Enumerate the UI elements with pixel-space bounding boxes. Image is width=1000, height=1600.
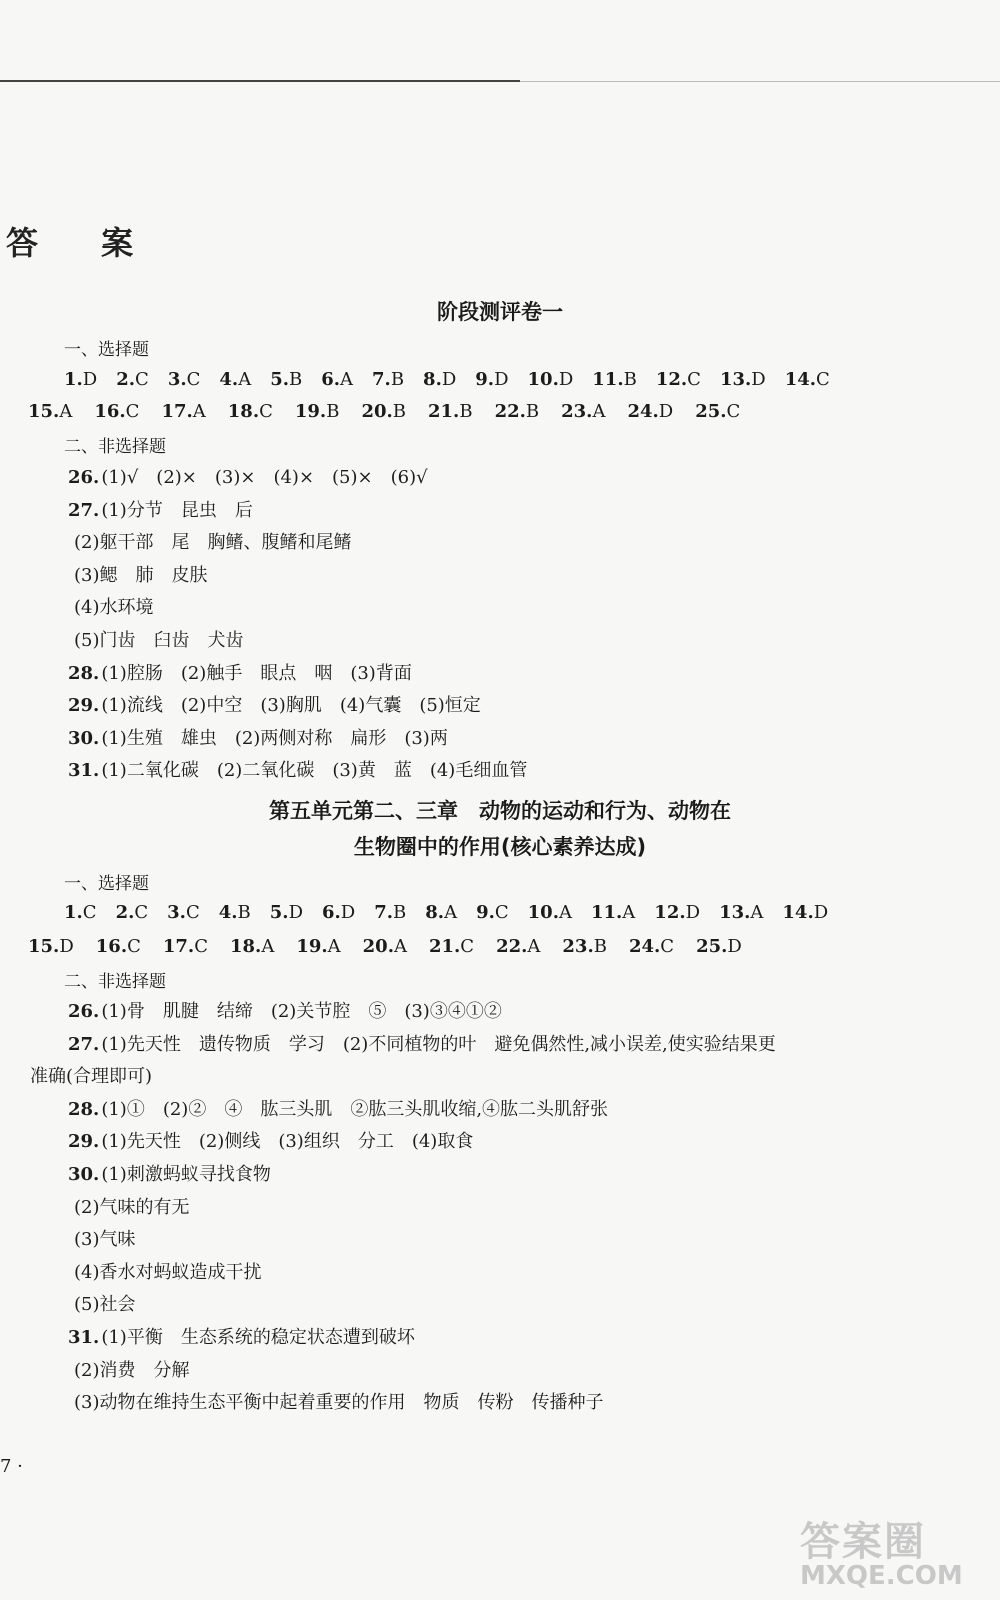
question-number: 29. <box>68 695 100 717</box>
answer-letter: C <box>494 902 509 923</box>
answer-text: (2)消费 分解 <box>74 1359 190 1381</box>
answer-letter: C <box>460 936 475 957</box>
page-number: 7 · <box>0 1456 23 1477</box>
section2-nonmc-header: 二、非选择题 <box>64 972 166 992</box>
answer-letter: C <box>185 902 200 923</box>
answer-line <box>68 1326 415 1350</box>
answer-line <box>68 1130 473 1154</box>
answer-letter: D <box>685 902 701 923</box>
question-number: 7. <box>374 902 394 923</box>
answer-letter: D <box>813 902 829 923</box>
answer-letter: A <box>59 401 73 422</box>
mc-answer <box>476 901 509 925</box>
answer-text: (1)① (2)② ④ 肱三头肌 ②肱三头肌收缩,④肱二头肌舒张 <box>101 1098 609 1120</box>
answer-letter: A <box>750 902 764 923</box>
mc-answer <box>168 368 201 392</box>
question-number: 5. <box>270 369 289 390</box>
page-title: 答 案 <box>6 224 160 262</box>
mc-answer <box>167 901 200 925</box>
section1-title: 阶段测评卷一 <box>437 300 563 324</box>
answer-letter: C <box>194 936 208 957</box>
answer-letter: A <box>192 401 206 422</box>
question-number: 23. <box>561 401 593 422</box>
mc-answer <box>163 935 208 959</box>
question-number: 10. <box>527 902 559 923</box>
mc-answer <box>696 935 742 959</box>
question-number: 26. <box>68 1001 100 1022</box>
watermark-url: MXQE.COM <box>800 1561 963 1591</box>
question-number: 14. <box>782 902 814 923</box>
answer-text: (3)动物在维持生态平衡中起着重要的作用 物质 传粉 传播种子 <box>74 1392 604 1414</box>
answer-text: (3)气味 <box>74 1229 136 1251</box>
answer-text: (5)门齿 臼齿 犬齿 <box>74 630 244 651</box>
answer-line <box>74 1359 190 1383</box>
mc-answer <box>28 400 72 424</box>
answer-letter: D <box>82 369 98 390</box>
answer-text: 准确(合理即可) <box>30 1066 153 1088</box>
answer-line <box>68 466 428 490</box>
question-number: 3. <box>167 902 186 923</box>
answer-line <box>74 629 244 653</box>
answer-letter: A <box>527 936 541 957</box>
question-number: 21. <box>428 936 461 957</box>
mc-answer <box>719 901 763 925</box>
question-number: 21. <box>428 401 460 422</box>
question-number: 26. <box>68 467 100 488</box>
mc-answer <box>228 400 273 424</box>
mc-answer <box>423 368 456 392</box>
question-number: 9. <box>476 902 495 923</box>
answer-text: (1)先天性 (2)侧线 (3)组织 分工 (4)取食 <box>101 1131 474 1153</box>
mc-answer <box>116 368 149 392</box>
question-number: 16. <box>95 936 128 957</box>
question-number: 12. <box>654 902 686 923</box>
question-number: 4. <box>218 902 238 923</box>
mc-answer <box>363 935 407 959</box>
answer-text: (4)香水对蚂蚁造成干扰 <box>74 1261 262 1283</box>
answer-text: (4)水环境 <box>74 597 154 619</box>
section2-mc-row2 <box>28 935 764 959</box>
mc-answer <box>96 935 141 959</box>
answer-letter: B <box>392 401 406 422</box>
answer-line <box>68 499 253 523</box>
answer-line <box>74 564 208 588</box>
question-number: 16. <box>94 401 126 422</box>
answer-letter: A <box>444 902 458 923</box>
watermark-text: 答案圈 <box>800 1519 926 1565</box>
question-number: 19. <box>294 401 327 422</box>
question-number: 3. <box>167 369 187 390</box>
question-number: 1. <box>64 902 83 923</box>
answer-letter: C <box>134 902 149 923</box>
answer-letter: D <box>494 369 509 390</box>
question-number: 15. <box>28 936 60 957</box>
mc-answer <box>656 368 701 392</box>
answer-line <box>68 1098 608 1122</box>
mc-answer <box>64 368 97 392</box>
mc-answer <box>322 901 355 925</box>
answer-letter: C <box>726 401 741 422</box>
answer-letter: C <box>82 902 97 923</box>
answer-letter: B <box>393 902 407 923</box>
question-number: 11. <box>592 369 624 390</box>
mc-answer <box>270 901 303 925</box>
answer-line <box>68 727 448 751</box>
answer-line <box>74 1228 136 1252</box>
answer-letter: B <box>237 902 251 923</box>
answer-letter: A <box>327 936 341 957</box>
answer-text: (1)流线 (2)中空 (3)胸肌 (4)气囊 (5)恒定 <box>101 695 481 717</box>
mc-answer <box>496 935 540 959</box>
question-number: 30. <box>68 1164 100 1185</box>
answer-text: (2)躯干部 尾 胸鳍、腹鳍和尾鳍 <box>74 532 352 554</box>
answer-letter: A <box>558 902 572 923</box>
answer-letter: A <box>238 369 252 390</box>
section1-mc-header: 一、选择题 <box>64 340 149 360</box>
answer-letter: D <box>558 369 574 390</box>
question-number: 31. <box>68 1327 100 1348</box>
mc-answer <box>785 368 830 392</box>
mc-answer <box>475 368 508 392</box>
question-number: 13. <box>719 369 752 390</box>
answer-letter: B <box>525 401 540 422</box>
answer-letter: D <box>441 369 457 390</box>
answer-text: (1)腔肠 (2)触手 眼点 咽 (3)背面 <box>101 662 412 684</box>
question-number: 1. <box>64 369 83 390</box>
answer-line <box>74 1293 136 1317</box>
answer-letter: A <box>622 902 636 923</box>
answer-line <box>74 1261 262 1285</box>
question-number: 17. <box>161 401 193 422</box>
section2-title-line2: 生物圈中的作用(核心素养达成) <box>353 835 647 859</box>
answer-line <box>68 1000 502 1024</box>
answer-text: (5)社会 <box>74 1294 136 1316</box>
mc-answer <box>372 368 404 392</box>
answer-letter: D <box>288 902 303 923</box>
answer-letter: D <box>340 902 356 923</box>
mc-answer <box>321 368 353 392</box>
answer-letter: A <box>261 936 275 957</box>
mc-answer <box>161 400 205 424</box>
mc-answer <box>219 368 251 392</box>
question-number: 11. <box>590 902 623 923</box>
mc-answer <box>28 935 74 959</box>
mc-answer <box>425 901 457 925</box>
answer-letter: D <box>59 936 74 957</box>
answer-letter: B <box>623 369 637 390</box>
mc-answer <box>561 400 605 424</box>
mc-answer <box>374 901 406 925</box>
question-number: 7. <box>372 369 391 390</box>
section2-mc-row1 <box>64 901 847 925</box>
answer-text: (1)分节 昆虫 后 <box>101 499 253 521</box>
answer-text: (1)平衡 生态系统的稳定状态遭到破坏 <box>101 1327 415 1348</box>
question-number: 22. <box>496 936 528 957</box>
mc-answer <box>295 400 340 424</box>
question-number: 18. <box>229 936 262 957</box>
mc-answer <box>296 935 340 959</box>
answer-letter: C <box>186 369 201 390</box>
answer-letter: B <box>459 401 473 422</box>
question-number: 6. <box>322 902 341 923</box>
question-number: 28. <box>68 662 100 684</box>
answer-letter: C <box>816 369 830 390</box>
question-number: 28. <box>68 1098 100 1120</box>
mc-answer <box>116 901 149 925</box>
question-number: 6. <box>321 369 341 390</box>
answer-letter: C <box>135 369 149 390</box>
answer-letter: D <box>727 936 742 957</box>
mc-answer <box>720 368 766 392</box>
answer-letter: A <box>592 401 606 422</box>
question-number: 5. <box>269 902 289 923</box>
answer-line <box>74 1196 190 1220</box>
question-number: 15. <box>28 401 60 422</box>
mc-answer <box>528 901 572 925</box>
answer-letter: D <box>658 401 674 422</box>
answer-letter: C <box>687 369 701 390</box>
question-number: 22. <box>494 401 526 422</box>
question-number: 23. <box>562 936 594 957</box>
mc-answer <box>562 935 607 959</box>
mc-answer <box>94 400 139 424</box>
section1-mc-row1 <box>64 368 849 392</box>
question-number: 18. <box>227 401 260 422</box>
question-number: 17. <box>162 936 195 957</box>
answer-line <box>68 694 481 718</box>
answer-letter: C <box>125 401 140 422</box>
mc-answer <box>428 400 473 424</box>
mc-answer <box>495 400 540 424</box>
question-number: 14. <box>784 369 817 390</box>
mc-answer <box>629 935 674 959</box>
answer-line <box>74 531 352 555</box>
question-number: 24. <box>627 401 659 422</box>
mc-answer <box>592 368 637 392</box>
question-number: 24. <box>628 936 661 957</box>
mc-answer <box>64 901 97 925</box>
question-number: 2. <box>115 902 135 923</box>
answer-letter: C <box>259 401 273 422</box>
answer-letter: B <box>288 369 303 390</box>
section1-nonmc-header: 二、非选择题 <box>64 437 166 457</box>
question-number: 8. <box>425 902 445 923</box>
answer-text: (1)生殖 雄虫 (2)两侧对称 扁形 (3)两 <box>101 727 448 749</box>
answer-line <box>68 759 527 783</box>
answer-line <box>74 1391 604 1415</box>
answer-line <box>68 1163 271 1187</box>
mc-answer <box>429 935 474 959</box>
section2-mc-header: 一、选择题 <box>64 874 149 894</box>
section1-mc-row2 <box>28 400 762 424</box>
answer-line <box>30 1065 152 1089</box>
question-number: 10. <box>527 369 559 390</box>
answer-text: (3)鳃 肺 皮肤 <box>74 564 208 586</box>
question-number: 20. <box>361 401 393 422</box>
answer-letter: B <box>390 369 405 390</box>
answer-text: (1)骨 肌腱 结缔 (2)关节腔 ⑤ (3)③④①② <box>101 1001 502 1022</box>
answer-line <box>68 662 412 686</box>
question-number: 30. <box>68 727 100 749</box>
mc-answer <box>270 368 302 392</box>
top-rule-faint <box>520 81 1000 82</box>
mc-answer <box>782 901 828 925</box>
question-number: 27. <box>68 1033 100 1055</box>
answer-letter: C <box>127 936 141 957</box>
answer-text: (1)先天性 遗传物质 学习 (2)不同植物的叶 避免偶然性,减小误差,使实验结果更 <box>101 1033 776 1055</box>
answer-line <box>68 1033 776 1057</box>
question-number: 25. <box>695 401 727 422</box>
mc-answer <box>654 901 700 925</box>
mc-answer <box>361 400 406 424</box>
answer-letter: C <box>660 936 675 957</box>
answer-letter: B <box>593 936 607 957</box>
watermark-logo <box>800 1510 990 1590</box>
question-number: 31. <box>68 760 100 782</box>
answer-letter: D <box>751 369 766 390</box>
question-number: 19. <box>296 936 328 957</box>
mc-answer <box>627 400 673 424</box>
question-number: 2. <box>116 369 136 390</box>
question-number: 4. <box>219 369 239 390</box>
answer-text: (1)二氧化碳 (2)二氧化碳 (3)黄 蓝 (4)毛细血管 <box>101 760 528 782</box>
answer-text: (2)气味的有无 <box>74 1196 190 1218</box>
mc-answer <box>230 935 274 959</box>
mc-answer <box>219 901 251 925</box>
question-number: 25. <box>696 936 728 957</box>
question-number: 12. <box>655 369 688 390</box>
question-number: 27. <box>68 499 100 521</box>
top-rule <box>0 80 520 82</box>
mc-answer <box>695 400 740 424</box>
question-number: 9. <box>475 369 495 390</box>
answer-letter: A <box>340 369 354 390</box>
mc-answer <box>591 901 635 925</box>
answer-letter: A <box>393 936 407 957</box>
question-number: 29. <box>68 1131 100 1153</box>
answer-text: (1)√ (2)× (3)× (4)× (5)× (6)√ <box>101 467 428 488</box>
mc-answer <box>528 368 574 392</box>
answer-text: (1)刺激蚂蚁寻找食物 <box>101 1164 271 1185</box>
question-number: 8. <box>423 369 442 390</box>
question-number: 20. <box>362 936 394 957</box>
answer-line <box>74 596 154 620</box>
answer-letter: B <box>326 401 340 422</box>
section2-title-line1: 第五单元第二、三章 动物的运动和行为、动物在 <box>269 799 731 823</box>
question-number: 13. <box>719 902 751 923</box>
